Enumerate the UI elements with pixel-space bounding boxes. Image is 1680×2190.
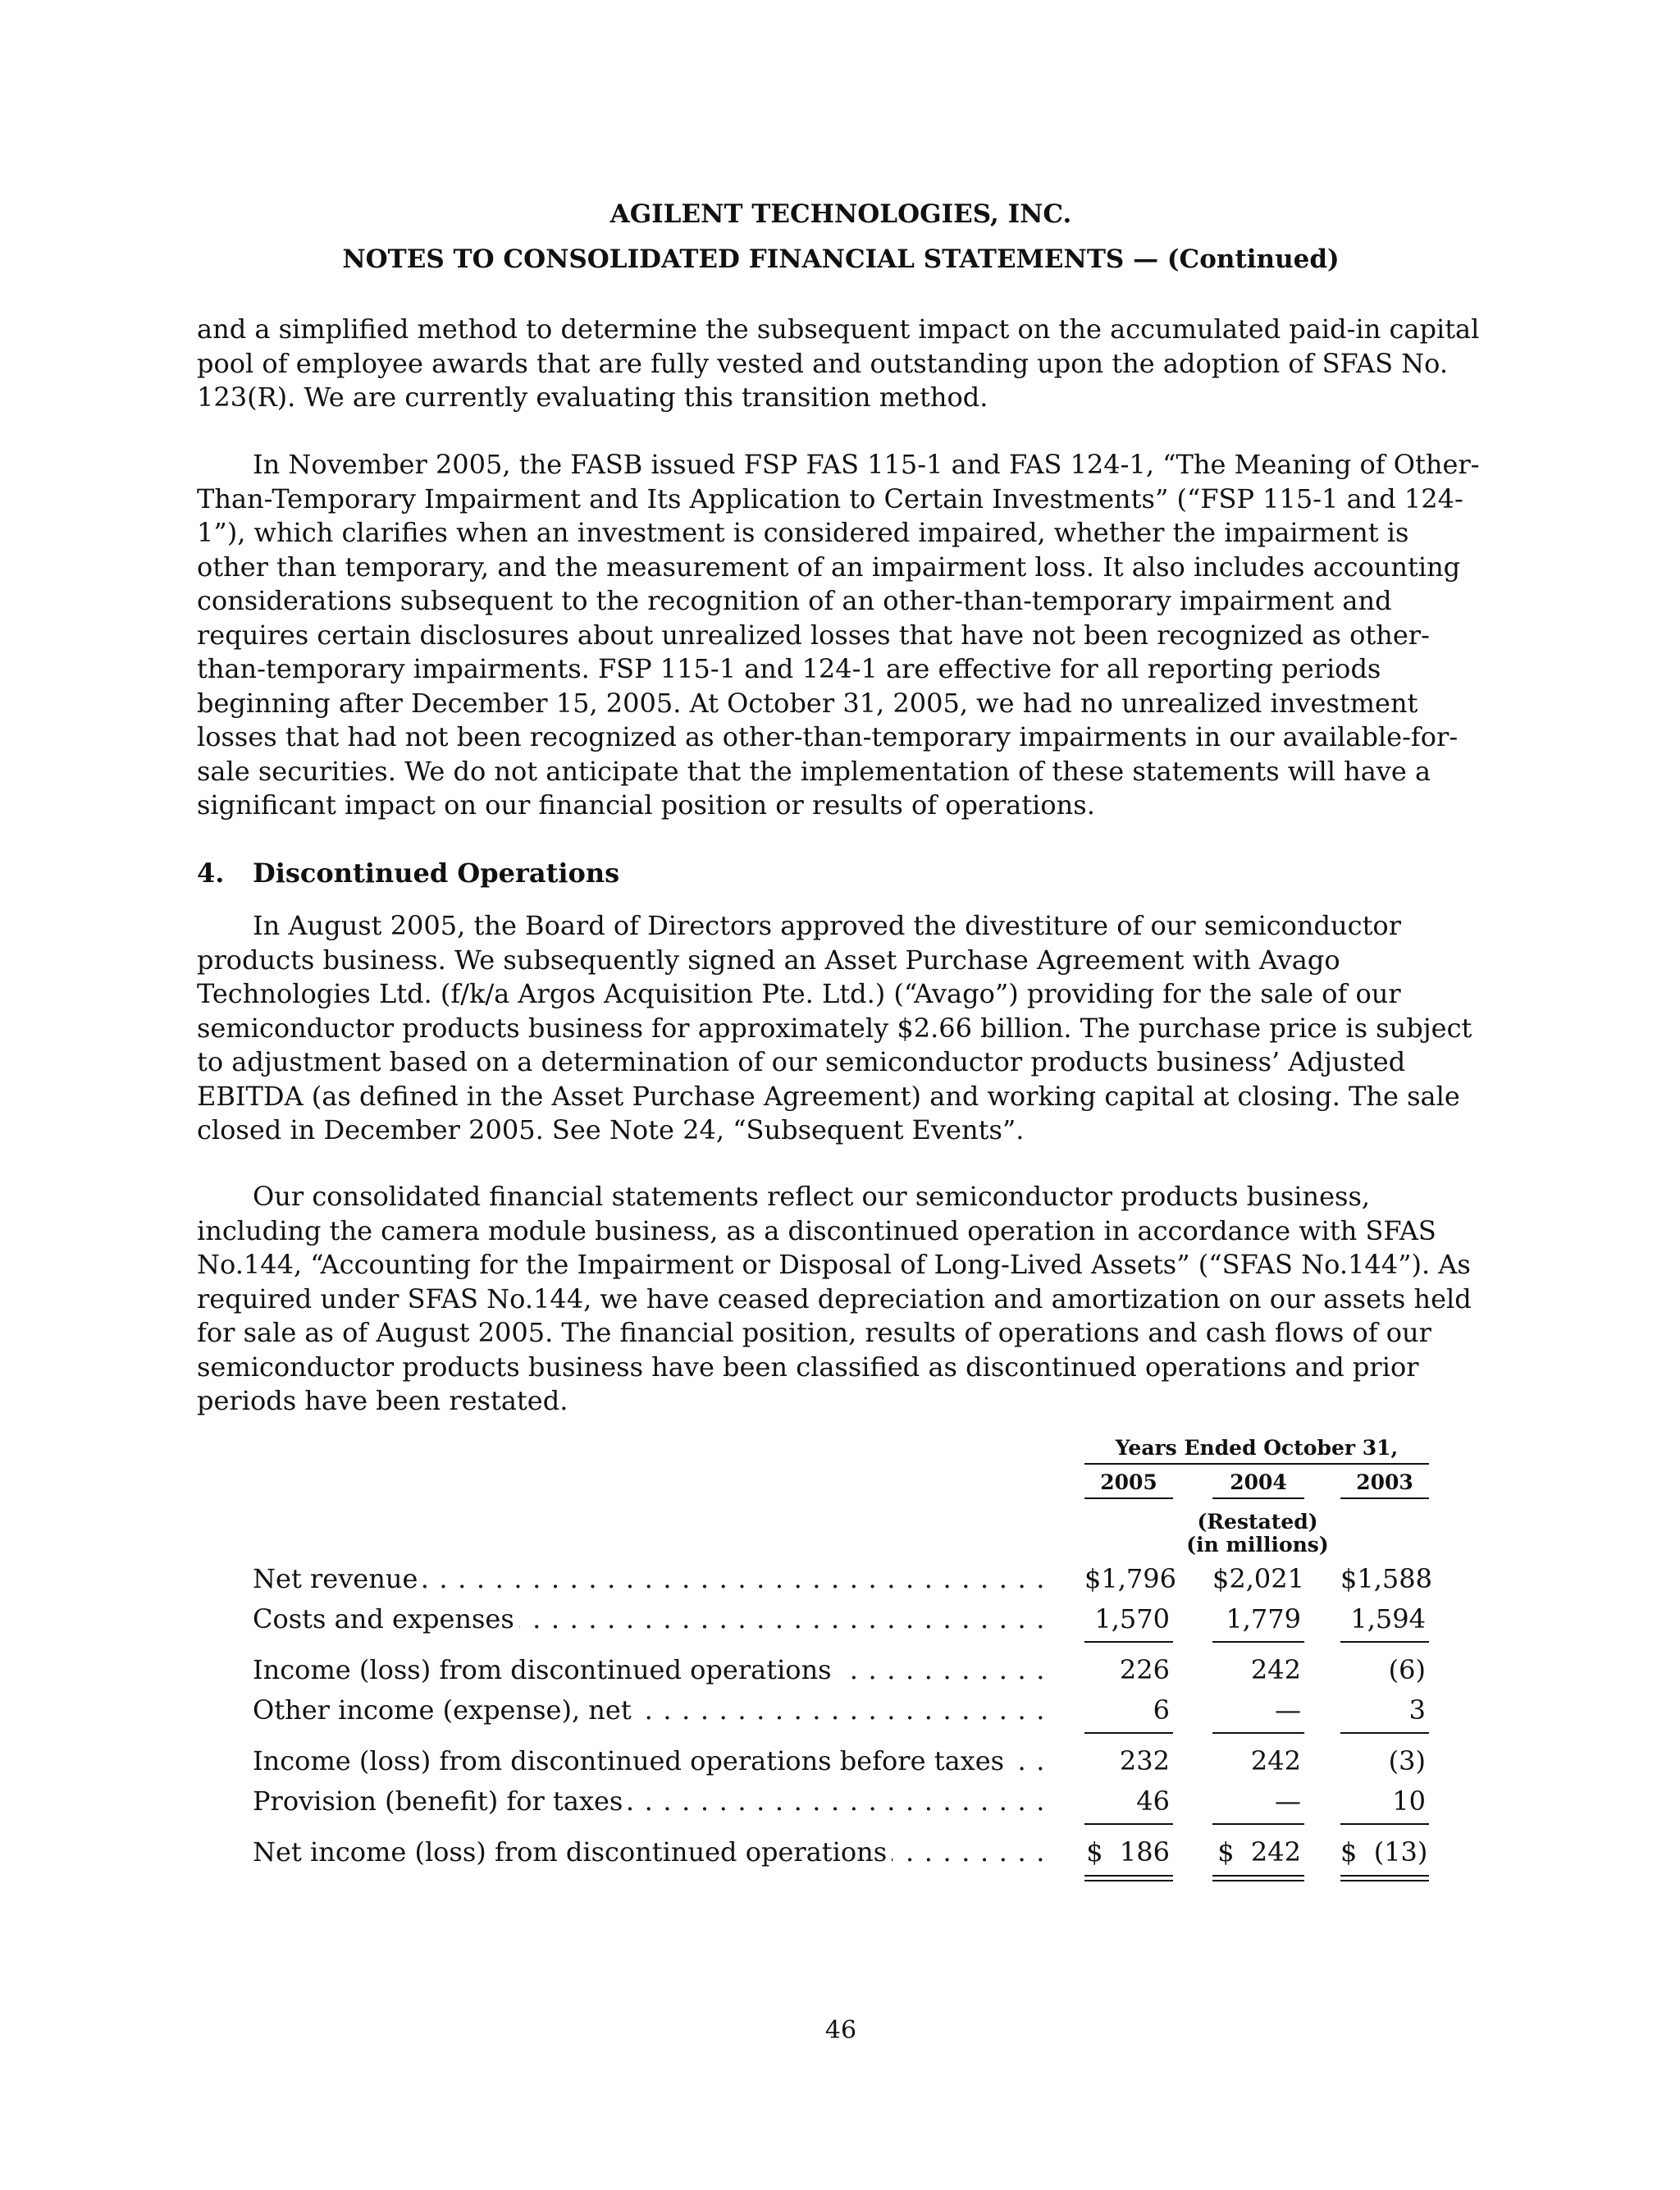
table-row xyxy=(197,1785,1485,1822)
table-row xyxy=(197,1694,1485,1731)
paragraph-fsp-115-1: In November 2005, the FASB issued FSP FAS 115-1 and FAS 124-1, “The Meaning of Other-Than-Temporary Impairment and Its Application to Certain Investments” (“FSP 115-1 and 124-1”), which clarifies when an investment is considered impaired, whether the impairment is other than temporary, and the measurement of an impairment loss. It also includes accounting considerations subsequent to the recognition of an other-than-temporary impairment and requires certain disclosures about unrealized losses that have not been recognized as other-than-temporary impairments. FSP 115-1 and 124-1 are effective for all reporting periods beginning after December 15, 2005. At October 31, 2005, we had no unrealized investment losses that had not been recognized as other-than-temporary impairments in our available-for-sale securities. We do not anticipate that the implementation of these statements will have a significant impact on our financial position or results of operations. xyxy=(197,449,1480,821)
cell-2004: — xyxy=(1275,1785,1301,1817)
paragraph-transition-method: and a simplified method to determine the subsequent impact on the accumulated paid-in capital pool of employee awards that are fully vested and outstanding upon the adoption of SFAS No. 123(R). We are currently evaluating this transition method. xyxy=(197,313,1480,413)
table-row-total xyxy=(197,1836,1485,1872)
cell-2005: 232 xyxy=(1119,1745,1170,1776)
subtotal-rule xyxy=(1340,1823,1429,1825)
cell-2004: — xyxy=(1275,1694,1301,1726)
cell-2003: 3 xyxy=(1408,1694,1426,1726)
paragraph-divestiture: In August 2005, the Board of Directors approved the divestiture of our semiconductor products business. We subsequently signed an Asset Purchase Agreement with Avago Technologies Ltd. (f/k/a Argos Acquisition Pte. Ltd.) (“Avago”) providing for the sale of our semiconductor products business for approximately $2.66 billion. The purchase price is subject to adjustment based on a determination of our semiconductor products business’ Adjusted EBITDA (as defined in the Asset Purchase Agreement) and working capital at closing. The sale closed in December 2005. See Note 24, “Subsequent Events”. xyxy=(197,910,1472,1145)
subtotal-rule xyxy=(1212,1823,1304,1825)
section-number: 4. xyxy=(197,857,225,889)
year-header-2005: 2005 xyxy=(1084,1470,1173,1499)
row-label: Other income (expense), net . . . xyxy=(253,1694,1050,1726)
cell-2004: 242 xyxy=(1250,1745,1301,1776)
table-row xyxy=(197,1603,1485,1639)
subtotal-rule xyxy=(1084,1823,1173,1825)
row-label: Income (loss) from discontinued operations before taxes . . . xyxy=(253,1745,1050,1776)
cell-2005: 1,570 xyxy=(1094,1603,1170,1634)
cell-2003: (3) xyxy=(1388,1745,1426,1776)
table-row xyxy=(197,1563,1485,1599)
cell-2005: 6 xyxy=(1153,1694,1170,1726)
notes-title: NOTES TO CONSOLIDATED FINANCIAL STATEMENTS — (Continued) xyxy=(342,245,1340,274)
total-double-rule xyxy=(1084,1875,1173,1881)
cell-2004: $2,021 xyxy=(1212,1563,1304,1594)
cell-2005: $ 186 xyxy=(1086,1836,1170,1868)
cell-2005: 226 xyxy=(1119,1654,1170,1685)
paragraph-discontinued-operation: Our consolidated financial statements reflect our semiconductor products business, including the camera module business, as a discontinued operation in accordance with SFAS No.144, “Accounting for the Impairment or Disposal of Long-Lived Assets” (“SFAS No.144”). As required under SFAS No.144, we have ceased depreciation and amortization on our assets held for sale as of August 2005. The financial position, results of operations and cash flows of our semiconductor products business have been classified as discontinued operations and prior periods have been restated. xyxy=(197,1181,1472,1416)
year-header-2004: 2004 xyxy=(1212,1470,1304,1499)
units-label: (in millions) xyxy=(1186,1533,1329,1557)
total-double-rule xyxy=(1212,1875,1304,1881)
cell-2003: 1,594 xyxy=(1350,1603,1426,1634)
cell-2003: 10 xyxy=(1392,1785,1426,1817)
cell-2004: 1,779 xyxy=(1226,1603,1301,1634)
section-title: Discontinued Operations xyxy=(253,857,620,889)
cell-2003: (6) xyxy=(1388,1654,1426,1685)
cell-2003: $ (13) xyxy=(1340,1836,1428,1868)
row-label: Income (loss) from discontinued operations . . . xyxy=(253,1654,1050,1685)
subtotal-rule xyxy=(1084,1732,1173,1734)
cell-2004: $ 242 xyxy=(1217,1836,1301,1868)
cell-2005: 46 xyxy=(1136,1785,1170,1817)
cell-2005: $1,796 xyxy=(1084,1563,1176,1594)
subtotal-rule xyxy=(1340,1641,1429,1643)
row-label: Provision (benefit) for taxes . . . xyxy=(253,1785,1050,1817)
year-header-2003: 2003 xyxy=(1340,1470,1429,1499)
table-row xyxy=(197,1745,1485,1781)
period-header: Years Ended October 31, xyxy=(1084,1436,1429,1465)
subtotal-rule xyxy=(1340,1732,1429,1734)
row-label: Costs and expenses . . . xyxy=(253,1603,1050,1634)
restated-note xyxy=(1181,1511,1334,1557)
subtotal-rule xyxy=(1084,1641,1173,1643)
row-label: Net revenue . . . xyxy=(253,1563,1050,1594)
cell-2004: 242 xyxy=(1250,1654,1301,1685)
cell-2003: $1,588 xyxy=(1340,1563,1432,1594)
page-number: 46 xyxy=(824,2016,857,2045)
subtotal-rule xyxy=(1212,1641,1304,1643)
subtotal-rule xyxy=(1212,1732,1304,1734)
company-header: AGILENT TECHNOLOGIES, INC. xyxy=(609,199,1072,229)
section-heading xyxy=(197,857,619,889)
table-row xyxy=(197,1654,1485,1690)
restated-label: (Restated) xyxy=(1197,1510,1318,1534)
total-double-rule xyxy=(1340,1875,1429,1881)
row-label: Net income (loss) from discontinued operations . . . xyxy=(253,1836,1050,1868)
